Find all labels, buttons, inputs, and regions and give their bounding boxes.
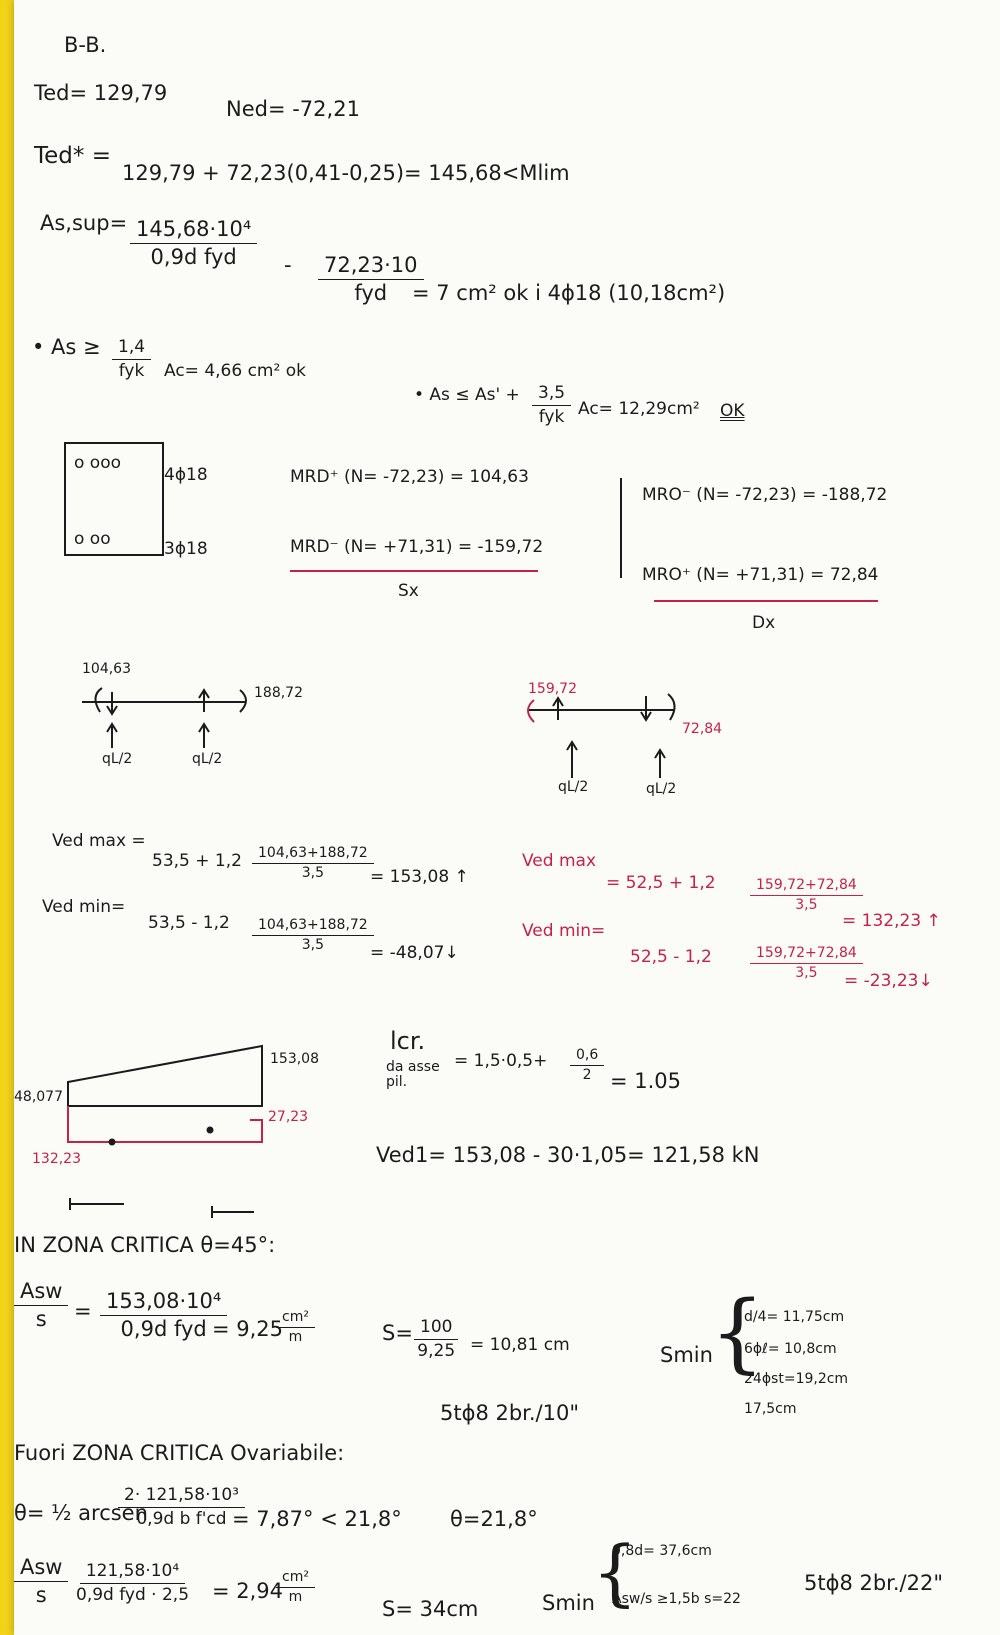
lcr-result: = 1.05 bbox=[610, 1069, 682, 1093]
as-sup-frac2-num: 72,23·10 bbox=[318, 254, 424, 280]
hand-sketches bbox=[14, 0, 1000, 1635]
critical-smin-1: d/4= 11,75cm bbox=[744, 1309, 845, 1325]
outside-frac-num: 121,58·10⁴ bbox=[80, 1562, 185, 1584]
beam-right-m-right: 72,84 bbox=[682, 721, 723, 737]
ved-min-expr: 53,5 - 1,2 bbox=[148, 913, 230, 933]
beam-right-sketch bbox=[528, 694, 675, 778]
ved-max-num: 104,63+188,72 bbox=[252, 846, 374, 864]
ved-max-red-expr: = 52,5 + 1,2 bbox=[606, 873, 716, 893]
critical-unit-den: m bbox=[288, 1329, 303, 1346]
ved-max-red-result: = 132,23 ↑ bbox=[842, 911, 941, 931]
mro-plus: MRO⁺ (N= +71,31) = 72,84 bbox=[642, 565, 879, 585]
ved-max-fraction bbox=[252, 846, 374, 882]
ved-min-red-label: Ved min= bbox=[522, 921, 606, 941]
as-max-ok: OK bbox=[720, 401, 745, 421]
as-min-frac-den: fyk bbox=[118, 360, 145, 381]
critical-smin-2: 6ϕℓ= 10,8cm bbox=[744, 1341, 837, 1357]
ved-min-label: Ved min= bbox=[42, 897, 126, 917]
beam-right-q2: qL/2 bbox=[646, 781, 677, 797]
section-top-label: 4ϕ18 bbox=[164, 465, 208, 485]
critical-eq: = bbox=[74, 1299, 92, 1323]
critical-smin-4: 17,5cm bbox=[744, 1401, 797, 1417]
ved-min-red-expr: 52,5 - 1,2 bbox=[630, 947, 712, 967]
ved-min-red-num: 159,72+72,84 bbox=[750, 946, 863, 964]
outside-frac-den: 0,9d fyd · 2,5 bbox=[76, 1584, 190, 1605]
section-bottom-bars: o oo bbox=[74, 529, 111, 549]
as-sup-label: As,sup= bbox=[40, 211, 128, 235]
as-max-frac-num: 3,5 bbox=[532, 384, 571, 406]
as-min-frac-num: 1,4 bbox=[112, 338, 151, 360]
ved-max-red-label: Ved max bbox=[522, 851, 597, 871]
lcr-expr: = 1,5·0,5+ bbox=[454, 1051, 548, 1071]
lcr-fraction bbox=[570, 1048, 604, 1084]
section-title: B-B. bbox=[64, 33, 107, 57]
shear-red-left: 132,23 bbox=[32, 1151, 81, 1167]
mrd-minus: MRD⁻ (N= +71,31) = -159,72 bbox=[290, 537, 544, 557]
outside-smin-2: Asw/s ≥1,5b s=22 bbox=[612, 1591, 741, 1607]
theta-num: 2· 121,58·10³ bbox=[118, 1486, 245, 1508]
shear-top-right: 153,08 bbox=[270, 1051, 319, 1067]
beam-right-q1: qL/2 bbox=[558, 779, 589, 795]
ved-max-red-fraction bbox=[750, 878, 863, 914]
outside-unit-num: cm² bbox=[276, 1570, 315, 1588]
beam-left-m-right: 188,72 bbox=[254, 685, 303, 701]
ved-max-label: Ved max = bbox=[52, 831, 146, 851]
section-bottom-label: 3ϕ18 bbox=[164, 539, 208, 559]
as-min-label: • As ≥ bbox=[32, 335, 101, 359]
beam-left-sketch bbox=[82, 688, 246, 748]
as-sup-minus: - bbox=[284, 253, 292, 277]
ved-min-red-den: 3,5 bbox=[795, 965, 818, 982]
critical-asw: Asw bbox=[14, 1280, 68, 1306]
critical-result: = 9,25 bbox=[212, 1317, 284, 1341]
critical-unit-num: cm² bbox=[276, 1310, 315, 1328]
lcr-label: lcr. bbox=[390, 1027, 426, 1055]
theta-den: 0,9d b f'cd bbox=[136, 1508, 227, 1529]
ved-min-red-result: = -23,23↓ bbox=[844, 971, 933, 991]
outside-fraction bbox=[76, 1562, 189, 1604]
critical-frac-den: 0,9d fyd bbox=[120, 1317, 207, 1342]
shear-diagram bbox=[68, 1046, 262, 1218]
outside-unit-den: m bbox=[288, 1589, 303, 1606]
ned-value: Ned= -72,21 bbox=[226, 97, 360, 121]
label-dx: Dx bbox=[752, 613, 776, 633]
critical-unit bbox=[276, 1310, 315, 1346]
ved-max-den: 3,5 bbox=[301, 865, 324, 882]
ved-min-fraction bbox=[252, 918, 374, 954]
critical-fraction bbox=[100, 1290, 227, 1341]
critical-s-label: S= bbox=[382, 1321, 413, 1345]
mrd-plus: MRD⁺ (N= -72,23) = 104,63 bbox=[290, 467, 529, 487]
as-sup-frac2-den: fyd bbox=[354, 281, 388, 306]
ved1-result: Ved1= 153,08 - 30·1,05= 121,58 kN bbox=[376, 1143, 760, 1167]
beam-left-q2: qL/2 bbox=[192, 751, 223, 767]
lcr-sub: da asse pil. bbox=[386, 1059, 440, 1091]
critical-s-den: 9,25 bbox=[417, 1340, 456, 1361]
critical-s: s bbox=[35, 1307, 47, 1332]
ted-value: Ted= 129,79 bbox=[34, 81, 168, 105]
theta-fraction bbox=[118, 1486, 245, 1528]
mro-minus: MRO⁻ (N= -72,23) = -188,72 bbox=[642, 485, 888, 505]
outside-asw-s bbox=[14, 1556, 68, 1607]
as-max-result: Ac= 12,29cm² bbox=[578, 399, 700, 419]
ved-min-result: = -48,07↓ bbox=[370, 943, 459, 963]
critical-smin-label: Smin bbox=[660, 1343, 713, 1367]
outside-asw: Asw bbox=[14, 1556, 68, 1582]
critical-stirrups: 5tϕ8 2br./10" bbox=[440, 1401, 580, 1425]
outside-smin-label: Smin bbox=[542, 1591, 595, 1615]
ved-max-red-num: 159,72+72,84 bbox=[750, 878, 863, 896]
beam-right-m-left: 159,72 bbox=[528, 681, 577, 697]
lcr-frac-num: 0,6 bbox=[570, 1048, 604, 1066]
outside-s: s bbox=[35, 1583, 47, 1608]
ved-max-result: = 153,08 ↑ bbox=[370, 867, 469, 887]
theta-result: = 7,87° < 21,8° bbox=[232, 1507, 402, 1531]
notebook-page bbox=[14, 0, 1000, 1635]
outside-stirrups: 5tϕ8 2br./22" bbox=[804, 1571, 944, 1595]
ved-max-expr: 53,5 + 1,2 bbox=[152, 851, 242, 871]
critical-heading: IN ZONA CRITICA θ=45°: bbox=[14, 1233, 276, 1257]
shear-red-right: 27,23 bbox=[268, 1109, 309, 1125]
beam-left-q1: qL/2 bbox=[102, 751, 133, 767]
outside-smin-brace: { bbox=[592, 1530, 638, 1614]
as-sup-frac1-num: 145,68·10⁴ bbox=[130, 218, 257, 244]
beam-left-m-left: 104,63 bbox=[82, 661, 131, 677]
as-sup-frac1-den: 0,9d fyd bbox=[150, 245, 237, 270]
critical-s-num: 100 bbox=[414, 1318, 458, 1340]
as-sup-result: = 7 cm² ok i 4ϕ18 (10,18cm²) bbox=[412, 281, 726, 305]
section-top-bars: o ooo bbox=[74, 453, 122, 473]
shear-top-left: 48,077 bbox=[14, 1089, 63, 1105]
critical-asw-s bbox=[14, 1280, 68, 1331]
ved-min-den: 3,5 bbox=[301, 937, 324, 954]
outside-heading: Fuori ZONA CRITICA Ovariabile: bbox=[14, 1441, 345, 1465]
as-max-label: • As ≤ As' + bbox=[414, 385, 520, 405]
critical-s-result: = 10,81 cm bbox=[470, 1335, 570, 1355]
theta-final: θ=21,8° bbox=[450, 1507, 538, 1531]
ved-min-num: 104,63+188,72 bbox=[252, 918, 374, 936]
critical-smin-3: 24ϕst=19,2cm bbox=[744, 1371, 849, 1387]
as-max-frac-den: fyk bbox=[538, 406, 565, 427]
lcr-frac-den: 2 bbox=[582, 1067, 592, 1084]
critical-smin-brace: { bbox=[710, 1283, 765, 1383]
outside-s-result: S= 34cm bbox=[382, 1597, 479, 1621]
outside-unit bbox=[276, 1570, 315, 1606]
outside-result: = 2,94 bbox=[212, 1579, 284, 1603]
theta-lhs: θ= ½ arcsen bbox=[14, 1501, 148, 1525]
critical-frac-num: 153,08·10⁴ bbox=[100, 1290, 227, 1316]
ved-max-red-den: 3,5 bbox=[795, 897, 818, 914]
critical-s-fraction bbox=[414, 1318, 458, 1360]
as-min-result: Ac= 4,66 cm² ok bbox=[164, 361, 306, 381]
ted-star-label: Ted* = bbox=[34, 143, 111, 169]
outside-smin-1: 0,8d= 37,6cm bbox=[612, 1543, 712, 1559]
label-sx: Sx bbox=[398, 581, 419, 601]
ted-star-expression: 129,79 + 72,23(0,41-0,25)= 145,68<Mlim bbox=[122, 161, 570, 185]
